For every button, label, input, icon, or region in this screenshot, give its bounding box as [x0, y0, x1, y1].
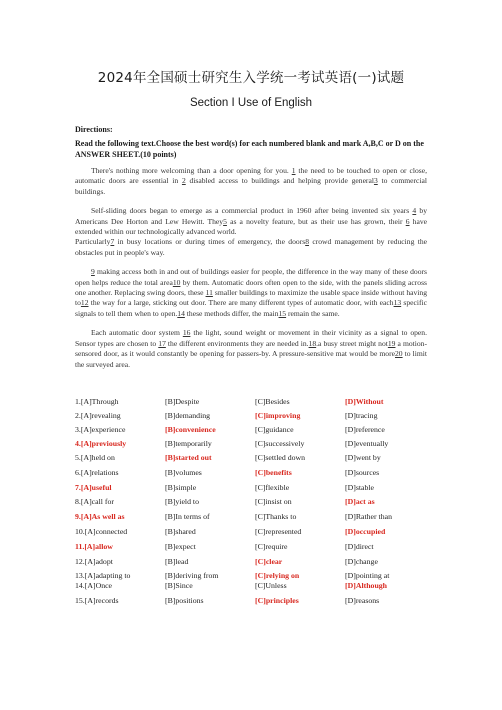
passage-text: specific signals to tell them when to open. — [75, 298, 427, 318]
answer-option: [C]Unless — [255, 581, 287, 590]
answer-option: 3.[A]experience — [75, 425, 126, 434]
answer-option: [D]reasons — [345, 596, 380, 605]
blank-number: 4 — [412, 206, 417, 216]
answer-option: [B]positions — [165, 596, 204, 605]
answer-option: [C]benefits — [255, 468, 292, 477]
passage-text: have extended within our technologically advanced world. — [75, 216, 428, 237]
passage-text: crowd management by reducing the obstacles put in people's way. — [75, 237, 428, 257]
passage-text: the light, sound weight or movement in their vicinity as a signal to open. Sensor types are chosen to — [75, 328, 427, 348]
option-row — [75, 411, 435, 421]
answer-option: [B]started out — [165, 453, 212, 462]
answer-option: [B]deriving from — [165, 571, 219, 580]
passage-paragraph — [75, 328, 427, 370]
option-row — [75, 512, 435, 522]
answer-option: 2.[A]revealing — [75, 411, 121, 420]
answer-option: [C]relying on — [255, 571, 300, 580]
answer-option: 6.[A]relations — [75, 468, 119, 477]
option-row — [75, 468, 435, 478]
directions-instruction: Read the following text.Choose the best word(s) for each numbered blank and mark A,B,C or D on the ANSWER SHEET.(10 points) — [75, 139, 424, 159]
answer-option: [B]simple — [165, 483, 197, 492]
answer-option: [D]act as — [345, 497, 375, 506]
answer-option: 1.[A]Through — [75, 397, 119, 406]
blank-number: 9 — [91, 267, 95, 277]
answer-option: [B]In terms of — [165, 512, 210, 521]
blank-number: 11 — [205, 288, 213, 298]
answer-option: 14.[A]Once — [75, 581, 113, 590]
answer-option: [C]represented — [255, 527, 302, 536]
answer-option: 11.[A]allow — [75, 542, 113, 551]
answer-option: [B]Despite — [165, 397, 200, 406]
passage-text: Self-sliding doors began to emerge as a commercial product in 1960 after being invented six years — [91, 206, 413, 216]
blank-number: 2 — [181, 176, 186, 186]
answer-option: [C]require — [255, 542, 288, 551]
option-row — [75, 439, 435, 449]
answer-option: [C]settled down — [255, 453, 306, 462]
answer-option: [D]Although — [345, 581, 388, 590]
option-row — [75, 557, 435, 567]
passage-text: by Americans Dee Horton and Lew Hewitt. They — [75, 206, 427, 226]
cloze-passage — [75, 166, 427, 370]
answer-option: [D]Rather than — [345, 512, 392, 521]
passage-text: to limit the surveyed area. — [75, 349, 427, 369]
option-row — [75, 527, 435, 537]
answer-options — [75, 397, 435, 606]
blank-number: 10 — [172, 277, 181, 287]
blank-number: 16 — [182, 328, 191, 338]
passage-text: a motion-sensored door, as it would constantly be opening for passers-by. A pressure-sensitive mat would be more — [75, 338, 428, 359]
answer-option: [C]insist on — [255, 497, 292, 506]
directions-heading: Directions: — [75, 125, 113, 134]
blank-number: 3 — [373, 176, 378, 186]
answer-option: 8.[A]call for — [75, 497, 114, 506]
blank-number: 19 — [387, 338, 396, 348]
passage-paragraph — [75, 267, 427, 319]
blank-number: 7 — [110, 237, 115, 247]
blank-number: 17 — [158, 338, 166, 348]
blank-number: 8 — [305, 237, 309, 247]
blank-number: 15 — [278, 308, 287, 318]
answer-option: [C]Besides — [255, 397, 290, 406]
passage-text: the need to be touched to open or close, automatic doors are essential in — [75, 166, 427, 186]
passage-text: to commercial buildings. — [75, 176, 428, 196]
answer-option: [C]principles — [255, 596, 299, 605]
answer-option: [B]Since — [165, 581, 193, 590]
passage-text: remain the same. — [286, 308, 340, 318]
answer-option: [D]direct — [345, 542, 374, 551]
exam-title: 2024年全国硕士研究生入学统一考试英语(一)试题 — [97, 70, 405, 86]
answer-option: [B]volumes — [165, 468, 202, 477]
answer-option: [B]expect — [165, 542, 196, 551]
answer-option: [D]eventually — [345, 439, 389, 448]
answer-option: 4.[A]previously — [75, 439, 127, 448]
answer-option: [C]guidance — [255, 425, 294, 434]
section-heading: Section I Use of English — [189, 97, 313, 109]
passage-text: Each automatic door system — [91, 328, 183, 338]
answer-option: [C]flexible — [255, 483, 290, 492]
blank-number: 14 — [177, 308, 185, 318]
answer-option: [B]demanding — [165, 411, 211, 420]
answer-option: [B]lead — [165, 557, 189, 566]
answer-option: [D]occupied — [345, 527, 386, 536]
answer-option: [C]Thanks to — [255, 512, 297, 521]
answer-option: [C]successively — [255, 439, 305, 448]
option-row — [75, 497, 435, 507]
answer-option: 7.[A]useful — [75, 483, 112, 492]
blank-number: 18 — [308, 338, 317, 348]
passage-text: disabled access to buildings and helping provide general — [185, 176, 374, 186]
passage-paragraph — [75, 166, 427, 197]
option-row — [75, 453, 435, 463]
answer-option: 12.[A]adopt — [75, 557, 113, 566]
passage-text: these methods differ, the main — [184, 308, 279, 318]
passage-text: by them. Automatic doors often open to the side, with the panels sliding across one another. Replacing swing doors, these — [75, 277, 427, 298]
answer-option: 15.[A]records — [75, 596, 119, 605]
answer-option: [B]shared — [165, 527, 196, 536]
answer-option: [B]temporarily — [165, 439, 212, 448]
option-row — [75, 581, 435, 591]
answer-option: [D]tracing — [345, 411, 378, 420]
option-row — [75, 596, 435, 606]
answer-option: [D]stable — [345, 483, 375, 492]
option-row — [75, 483, 435, 493]
answer-option: [C]clear — [255, 557, 283, 566]
blank-number: 20 — [395, 349, 403, 359]
answer-option: 13.[A]adapting to — [75, 571, 131, 580]
option-row — [75, 425, 435, 435]
passage-text: in busy locations or during times of emergency, the doors — [114, 237, 306, 247]
passage-text: smaller buildings to maximize the usable space inside without having to — [75, 288, 427, 308]
passage-text: Particularly — [75, 237, 111, 247]
passage-text: .a busy street might not — [316, 338, 388, 348]
blank-number: 13 — [393, 298, 402, 308]
answer-option: [C]improving — [255, 411, 301, 420]
answer-option: [D]sources — [345, 468, 380, 477]
answer-option: [D]pointing at — [345, 571, 390, 580]
answer-option: [B]convenience — [165, 425, 216, 434]
answer-option: 5.[A]held on — [75, 453, 115, 462]
answer-option: 9.[A]As well as — [75, 512, 125, 521]
answer-option: [D]Without — [345, 397, 384, 406]
answer-option: [D]change — [345, 557, 378, 566]
passage-text: making access both in and out of buildings easier for people, the difference in the way many of these doors open helps reduce the total area — [75, 267, 427, 287]
passage-text: as a novelty feature, but as their use has grown, their — [226, 216, 406, 226]
answer-option: [D]reference — [345, 425, 385, 434]
blank-number: 12 — [80, 298, 89, 308]
option-row — [75, 397, 435, 407]
answer-option: 10.[A]connected — [75, 527, 128, 536]
answer-option: [D]went by — [345, 453, 381, 462]
blank-number: 5 — [223, 216, 227, 226]
option-row — [75, 542, 435, 552]
passage-paragraph — [75, 237, 427, 258]
answer-option: [B]yield to — [165, 497, 199, 506]
passage-text: the different environments they are needed in. — [165, 338, 309, 348]
passage-text: There's nothing more welcoming than a door opening for you. — [91, 166, 292, 175]
blank-number: 6 — [405, 216, 410, 226]
passage-paragraph — [75, 206, 427, 237]
blank-number: 1 — [291, 166, 296, 175]
passage-text: the way for a large, sticking out door. There are many different types of automatic door, with each — [88, 298, 394, 308]
option-row — [75, 571, 435, 581]
